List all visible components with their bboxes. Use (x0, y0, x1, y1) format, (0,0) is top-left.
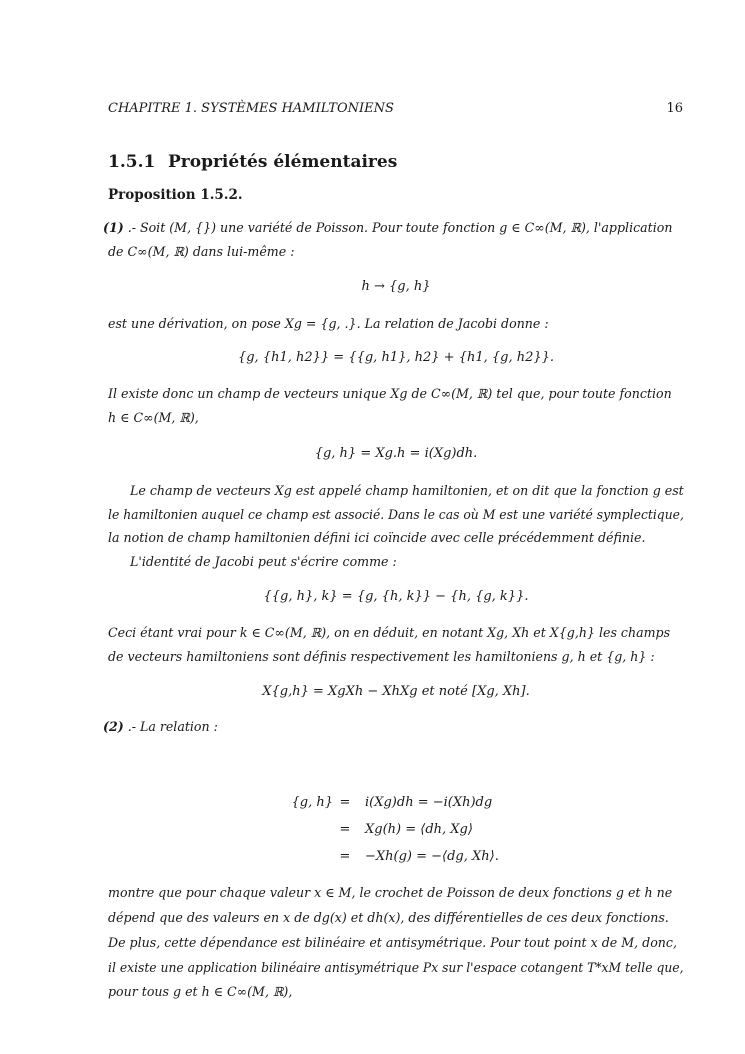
aligned-rhs: −Xh(g) = −⟨dg, Xh⟩. (365, 849, 499, 864)
item-label: (1) (103, 220, 124, 235)
aligned-rhs: i(Xg)dh = −i(Xh)dg (365, 795, 493, 810)
paragraph-8-line-2: dépend que des valeurs en x de dg(x) et dh(x), des différentielles de ces deux fonctions. (108, 910, 669, 925)
proposition-title: Proposition 1.5.2. (108, 187, 243, 203)
text-run: .- La relation : (127, 719, 218, 734)
equation-5: X{g,h} = XgXh − XhXg et noté [Xg, Xh]. (262, 684, 530, 699)
paragraph-2-line-1: est une dérivation, on pose Xg = {g, .}. La relation de Jacobi donne : (108, 316, 549, 331)
aligned-equation-row-1 (0, 795, 745, 815)
page-number: 16 (666, 101, 683, 116)
equation-3: {g, h} = Xg.h = i(Xg)dh. (314, 446, 478, 461)
aligned-lhs: {g, h} (291, 795, 333, 810)
aligned-rhs: Xg(h) = ⟨dh, Xg⟩ (365, 822, 473, 837)
running-header: CHAPITRE 1. SYSTÈMES HAMILTONIENS (108, 101, 394, 116)
aligned-equals: = (339, 795, 351, 810)
aligned-equals: = (339, 849, 351, 864)
section-title: Propriétés élémentaires (168, 152, 398, 172)
paragraph-8-line-5: pour tous g et h ∈ C∞(M, ℝ), (108, 984, 293, 999)
paragraph-6-line-1: Ceci étant vrai pour k ∈ C∞(M, ℝ), on en déduit, en notant Xg, Xh et X{g,h} les champs (108, 625, 671, 640)
paragraph-3-line-1: Il existe donc un champ de vecteurs unique Xg de C∞(M, ℝ) tel que, pour toute fonction (108, 386, 672, 401)
paragraph-8-line-1: montre que pour chaque valeur x ∈ M, le crochet de Poisson de deux fonctions g et h ne (108, 885, 673, 900)
paragraph-7-line-1 (103, 719, 218, 734)
paragraph-4-line-3: la notion de champ hamiltonien défini ici coïncide avec celle précédemment définie. (108, 530, 646, 545)
paragraph-4-line-2: le hamiltonien auquel ce champ est associé. Dans le cas où M est une variété symplectique, (108, 507, 684, 522)
aligned-equals: = (339, 822, 351, 837)
paragraph-1-line-1 (103, 220, 672, 235)
paragraph-8-line-3: De plus, cette dépendance est bilinéaire et antisymétrique. Pour tout point x de M, donc, (108, 935, 677, 950)
paragraph-4-line-1: Le champ de vecteurs Xg est appelé champ hamiltonien, et on dit que la fonction g est (130, 483, 684, 498)
aligned-equation-row-3 (0, 849, 745, 869)
text-run: .- Soit (M, {}) une variété de Poisson. Pour toute fonction g ∈ C∞(M, ℝ), l'application (127, 220, 673, 235)
paragraph-6-line-2: de vecteurs hamiltoniens sont définis respectivement les hamiltoniens g, h et {g, h} : (108, 649, 655, 664)
paragraph-3-line-2: h ∈ C∞(M, ℝ), (108, 410, 199, 425)
equation-1: h → {g, h} (361, 279, 431, 294)
section-number: 1.5.1 (108, 152, 156, 172)
equation-4: {{g, h}, k} = {g, {h, k}} − {h, {g, k}}. (263, 589, 529, 604)
paragraph-5-line-1: L'identité de Jacobi peut s'écrire comme : (130, 554, 397, 569)
section-heading (108, 152, 397, 172)
equation-2: {g, {h1, h2}} = {{g, h1}, h2} + {h1, {g, h2}}. (237, 350, 555, 365)
paragraph-1-line-2: de C∞(M, ℝ) dans lui-même : (108, 244, 295, 259)
item-label: (2) (103, 719, 124, 734)
paragraph-8-line-4: il existe une application bilinéaire antisymétrique Px sur l'espace cotangent T*xM telle que, (108, 960, 684, 975)
aligned-equation-row-2 (0, 822, 745, 842)
